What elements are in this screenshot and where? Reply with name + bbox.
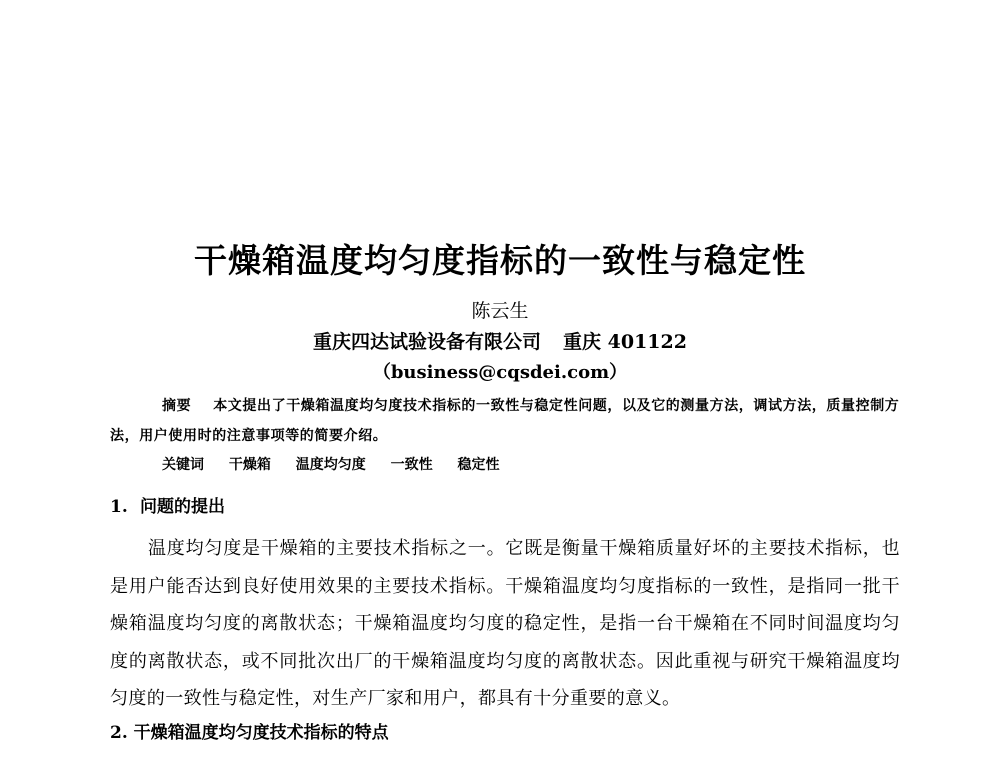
author-name: 陈云生	[471, 300, 529, 322]
affiliation-city-postcode: 重庆 401122	[563, 331, 687, 353]
keywords	[162, 452, 902, 478]
affiliation	[0, 329, 1000, 355]
section-1-paragraph: 温度均匀度是干燥箱的主要技术指标之一。它既是衡量干燥箱质量好坏的主要技术指标，也是用户能否达到良好使用效果的主要技术指标。干燥箱温度均匀度指标的一致性，是指同一批干燥箱温度均匀度的离散状态；干燥箱温度均匀度的稳定性，是指一台干燥箱在不同时间温度均匀度的离散状态，或不同批次出厂的干燥箱温度均匀度的离散状态。因此重视与研究干燥箱温度均匀度的一致性与稳定性，对生产厂家和用户，都具有十分重要的意义。	[110, 538, 900, 709]
keyword-item: 温度均匀度	[295, 457, 366, 473]
keyword-item: 稳定性	[457, 457, 500, 473]
abstract-label: 摘要	[162, 398, 192, 414]
keywords-label: 关键词	[162, 457, 204, 473]
abstract	[110, 391, 900, 451]
section-2-heading: 2. 干燥箱温度均匀度技术指标的特点	[110, 723, 389, 743]
keyword-item: 干燥箱	[228, 457, 271, 473]
section-1-title: 问题的提出	[140, 497, 225, 517]
paper-title: 干燥箱温度均匀度指标的一致性与稳定性	[194, 241, 806, 280]
section-1-heading	[110, 494, 900, 520]
affiliation-organization: 重庆四达试验设备有限公司	[313, 331, 542, 353]
section-1-number: 1.	[110, 497, 128, 517]
author-email: （business@cqsdei.com）	[372, 362, 628, 383]
keyword-item: 一致性	[390, 457, 433, 473]
abstract-text: 本文提出了干燥箱温度均匀度技术指标的一致性与稳定性问题，以及它的测量方法，调试方法，质量控制方法，用户使用时的注意事项等的简要介绍。	[110, 398, 900, 444]
